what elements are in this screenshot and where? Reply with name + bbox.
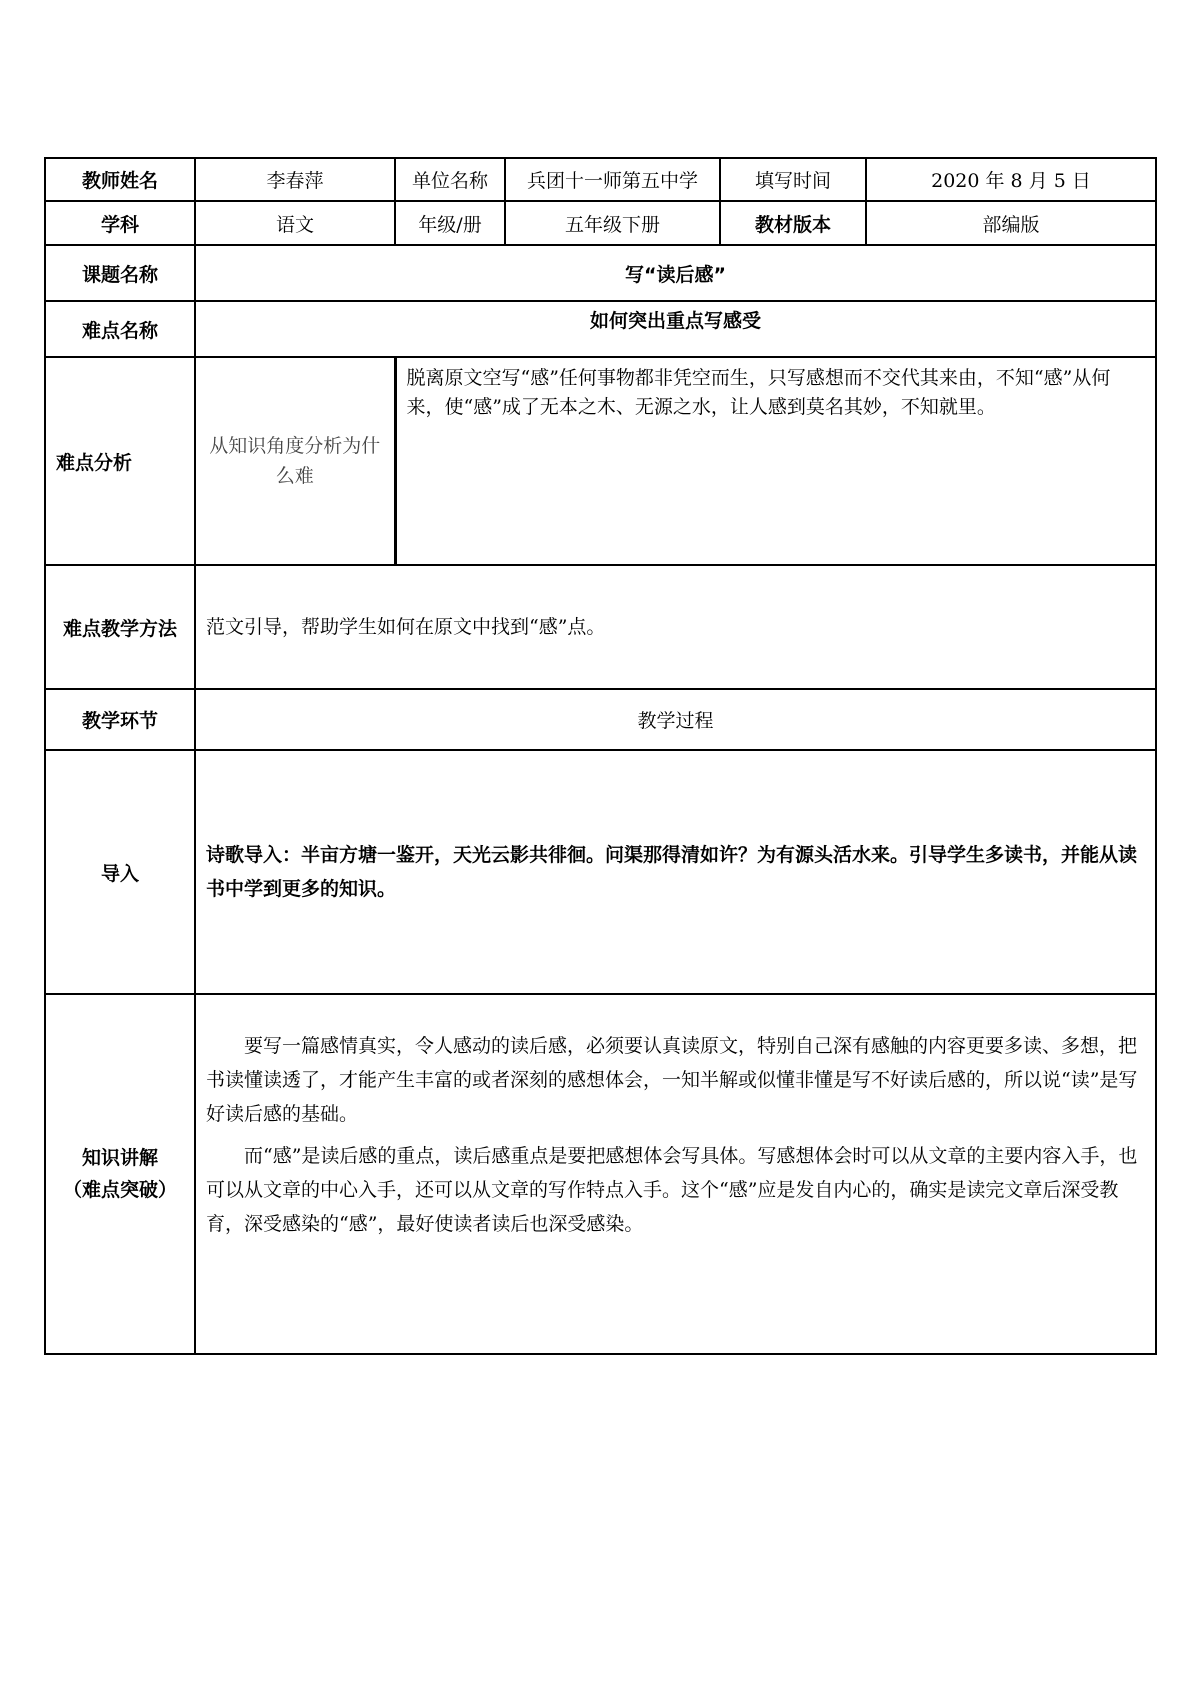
date-value: 2020 年 8 月 5 日: [866, 158, 1156, 201]
knowledge-paragraph-1: 要写一篇感情真实，令人感动的读后感，必须要认真读原文，特别自己深有感触的内容更要多读、多想，把书读懂读透了，才能产生丰富的或者深刻的感想体会，一知半解或似懂非懂是写不好读后感的，所以说“读”是写好读后感的基础。: [206, 1035, 1138, 1125]
topic-label: 课题名称: [45, 245, 195, 301]
teacher-label: 教师姓名: [45, 158, 195, 201]
method-label: 难点教学方法: [45, 565, 195, 689]
analysis-label: 难点分析: [45, 357, 195, 565]
knowledge-label-line1: 知识讲解: [81, 1147, 158, 1169]
lesson-plan-table: [44, 157, 1157, 1355]
header-row-1: [45, 158, 1156, 201]
analysis-row: [45, 357, 1156, 565]
difficulty-value: 如何突出重点写感受: [195, 301, 1156, 357]
subject-label: 学科: [45, 201, 195, 245]
knowledge-label-line2: （难点突破）: [62, 1179, 177, 1201]
process-header-row: [45, 689, 1156, 750]
date-label: 填写时间: [720, 158, 866, 201]
edition-label: 教材版本: [720, 201, 866, 245]
topic-value: 写“读后感”: [195, 245, 1156, 301]
knowledge-text: [195, 994, 1156, 1354]
method-row: [45, 565, 1156, 689]
difficulty-label: 难点名称: [45, 301, 195, 357]
intro-text: 诗歌导入：半亩方塘一鉴开，天光云影共徘徊。问渠那得清如许？为有源头活水来。引导学生多读书，并能从读书中学到更多的知识。: [195, 750, 1156, 994]
knowledge-row: [45, 994, 1156, 1354]
unit-label: 单位名称: [395, 158, 505, 201]
difficulty-row: [45, 301, 1156, 357]
analysis-text: 脱离原文空写“感”任何事物都非凭空而生，只写感想而不交代其来由，不知“感”从何来，使“感”成了无本之木、无源之水，让人感到莫名其妙，不知就里。: [395, 357, 1156, 565]
header-row-2: [45, 201, 1156, 245]
method-text: 范文引导，帮助学生如何在原文中找到“感”点。: [195, 565, 1156, 689]
knowledge-label: [45, 994, 195, 1354]
process-label: 教学环节: [45, 689, 195, 750]
analysis-sub-label: 从知识角度分析为什么难: [195, 357, 395, 565]
unit-name: 兵团十一师第五中学: [505, 158, 720, 201]
process-value: 教学过程: [195, 689, 1156, 750]
subject-value: 语文: [195, 201, 395, 245]
topic-row: [45, 245, 1156, 301]
edition-value: 部编版: [866, 201, 1156, 245]
grade-value: 五年级下册: [505, 201, 720, 245]
lesson-plan-sheet: [44, 157, 1155, 1355]
intro-label: 导入: [45, 750, 195, 994]
knowledge-paragraph-2: 而“感”是读后感的重点，读后感重点是要把感想体会写具体。写感想体会时可以从文章的主要内容入手，也可以从文章的中心入手，还可以从文章的写作特点入手。这个“感”应是发自内心的，确实是读完文章后深受教育，深受感染的“感”，最好使读者读后也深受感染。: [206, 1145, 1138, 1235]
grade-label: 年级/册: [395, 201, 505, 245]
intro-row: [45, 750, 1156, 994]
teacher-name: 李春萍: [195, 158, 395, 201]
